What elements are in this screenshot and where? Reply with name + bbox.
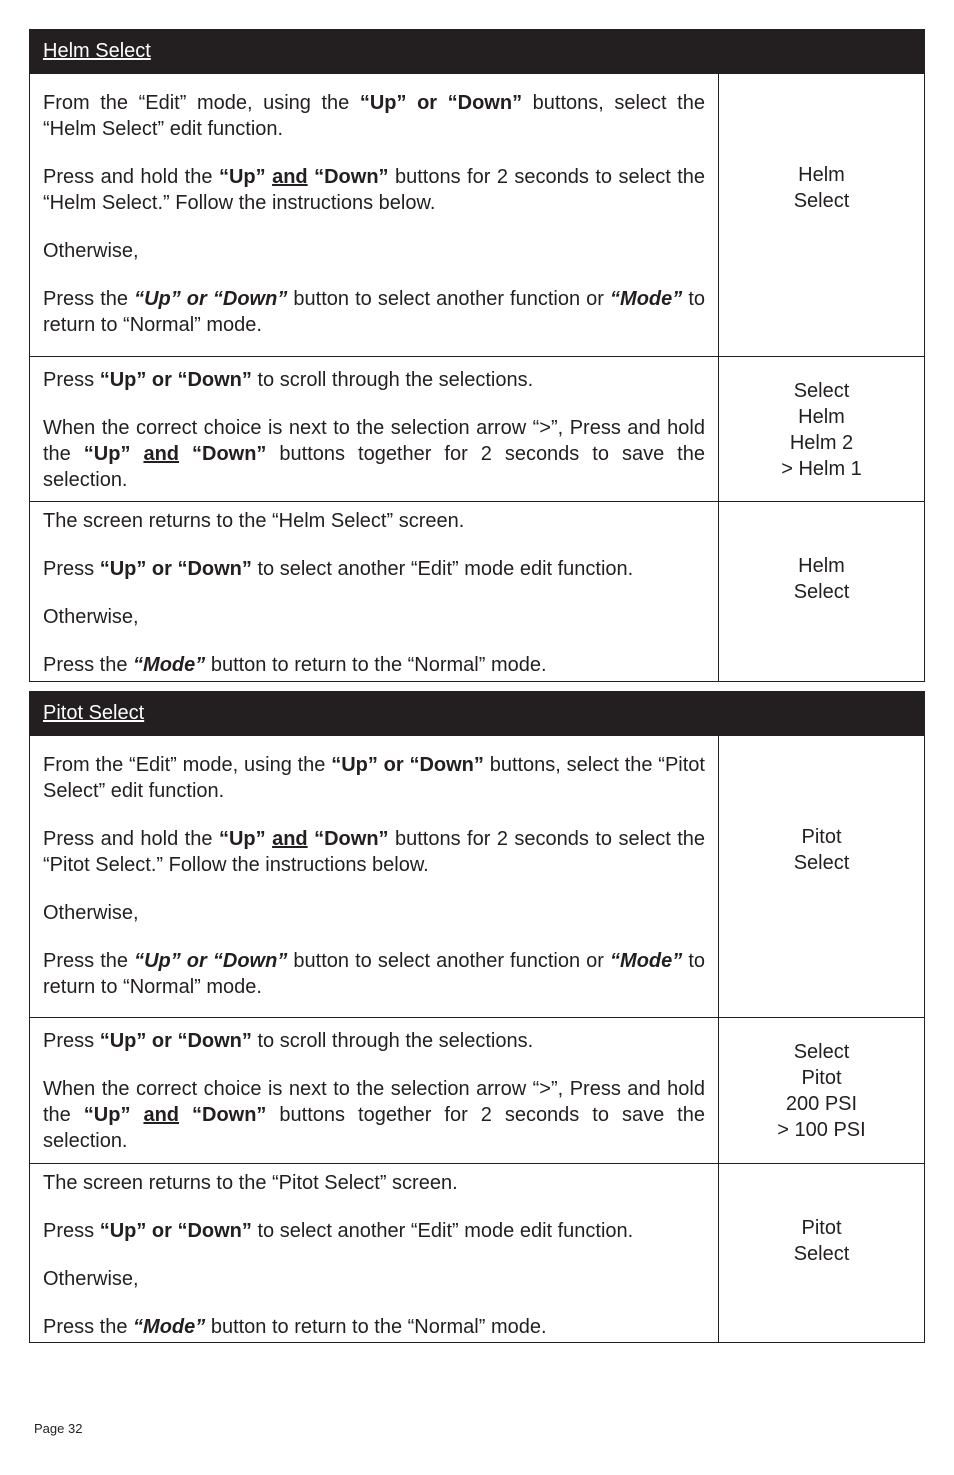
display-line: Select: [793, 1041, 850, 1063]
display-line: Select: [793, 581, 850, 603]
paragraph: Otherwise,: [43, 1268, 139, 1290]
table-row: [30, 73, 924, 356]
display-cell: [719, 1164, 924, 1342]
display-line: > Helm 1: [781, 458, 862, 480]
paragraph: Press the “Mode” button to return to the “Normal” mode.: [43, 654, 547, 676]
paragraph: Press the “Up” or “Down” button to select another function or “Mode” to return to “Normal” mode.: [43, 950, 706, 998]
display-line: Select: [793, 380, 850, 402]
display-line: Helm 2: [789, 432, 854, 454]
paragraph: The screen returns to the “Helm Select” screen.: [43, 510, 465, 532]
paragraph: Press “Up” or “Down” to scroll through the selections.: [43, 1030, 534, 1052]
section-header: Helm Select: [30, 30, 924, 73]
display-line: Helm: [798, 555, 845, 577]
instruction-cell: [30, 1164, 719, 1342]
paragraph: Otherwise,: [43, 902, 139, 924]
section-header: Pitot Select: [30, 692, 924, 735]
display-line: Pitot: [801, 1067, 842, 1089]
display-line: Select: [793, 1243, 850, 1265]
display-line: Select: [793, 190, 850, 212]
paragraph: Press and hold the “Up” and “Down” buttons for 2 seconds to select the “Pitot Select.” Follow the instructions below.: [43, 828, 706, 876]
display-cell: [719, 357, 924, 501]
display-line: > 100 PSI: [777, 1119, 866, 1141]
paragraph: Otherwise,: [43, 240, 139, 262]
paragraph: When the correct choice is next to the selection arrow “>”, Press and hold the “Up” and “Down” buttons together for 2 seconds to save the selection.: [43, 417, 705, 491]
display-line: Helm: [798, 164, 845, 186]
helm-select-table: [29, 29, 925, 682]
display-line: Helm: [798, 406, 845, 428]
instruction-cell: [30, 74, 719, 356]
paragraph: From the “Edit” mode, using the “Up” or “Down” buttons, select the “Pitot Select” edit function.: [43, 754, 705, 802]
instruction-cell: [30, 357, 719, 501]
table-row: [30, 1017, 924, 1163]
display-cell: [719, 736, 924, 1017]
page-number: Page 32: [34, 1421, 83, 1436]
display-line: Select: [793, 852, 850, 874]
paragraph: The screen returns to the “Pitot Select” screen.: [43, 1172, 458, 1194]
table-row: [30, 1163, 924, 1342]
display-cell: [719, 502, 924, 681]
paragraph: Press the “Mode” button to return to the “Normal” mode.: [43, 1316, 547, 1338]
table-row: [30, 501, 924, 681]
display-cell: [719, 74, 924, 356]
paragraph: From the “Edit” mode, using the “Up” or “Down” buttons, select the “Helm Select” edit function.: [43, 92, 705, 140]
paragraph: Press the “Up” or “Down” button to select another function or “Mode” to return to “Normal” mode.: [43, 288, 706, 336]
paragraph: Press “Up” or “Down” to scroll through the selections.: [43, 369, 534, 391]
instruction-cell: [30, 502, 719, 681]
paragraph: Press “Up” or “Down” to select another “Edit” mode edit function.: [43, 1220, 634, 1242]
pitot-select-table: [29, 691, 925, 1343]
display-cell: [719, 1018, 924, 1163]
display-line: Pitot: [801, 1217, 842, 1239]
instruction-cell: [30, 736, 719, 1017]
table-row: [30, 735, 924, 1017]
paragraph: Press “Up” or “Down” to select another “Edit” mode edit function.: [43, 558, 634, 580]
display-line: 200 PSI: [785, 1093, 858, 1115]
instruction-cell: [30, 1018, 719, 1163]
paragraph: Otherwise,: [43, 606, 139, 628]
table-row: [30, 356, 924, 501]
paragraph: When the correct choice is next to the selection arrow “>”, Press and hold the “Up” and “Down” buttons together for 2 seconds to save the selection.: [43, 1078, 705, 1152]
paragraph: Press and hold the “Up” and “Down” buttons for 2 seconds to select the “Helm Select.” Follow the instructions below.: [43, 166, 706, 214]
display-line: Pitot: [801, 826, 842, 848]
